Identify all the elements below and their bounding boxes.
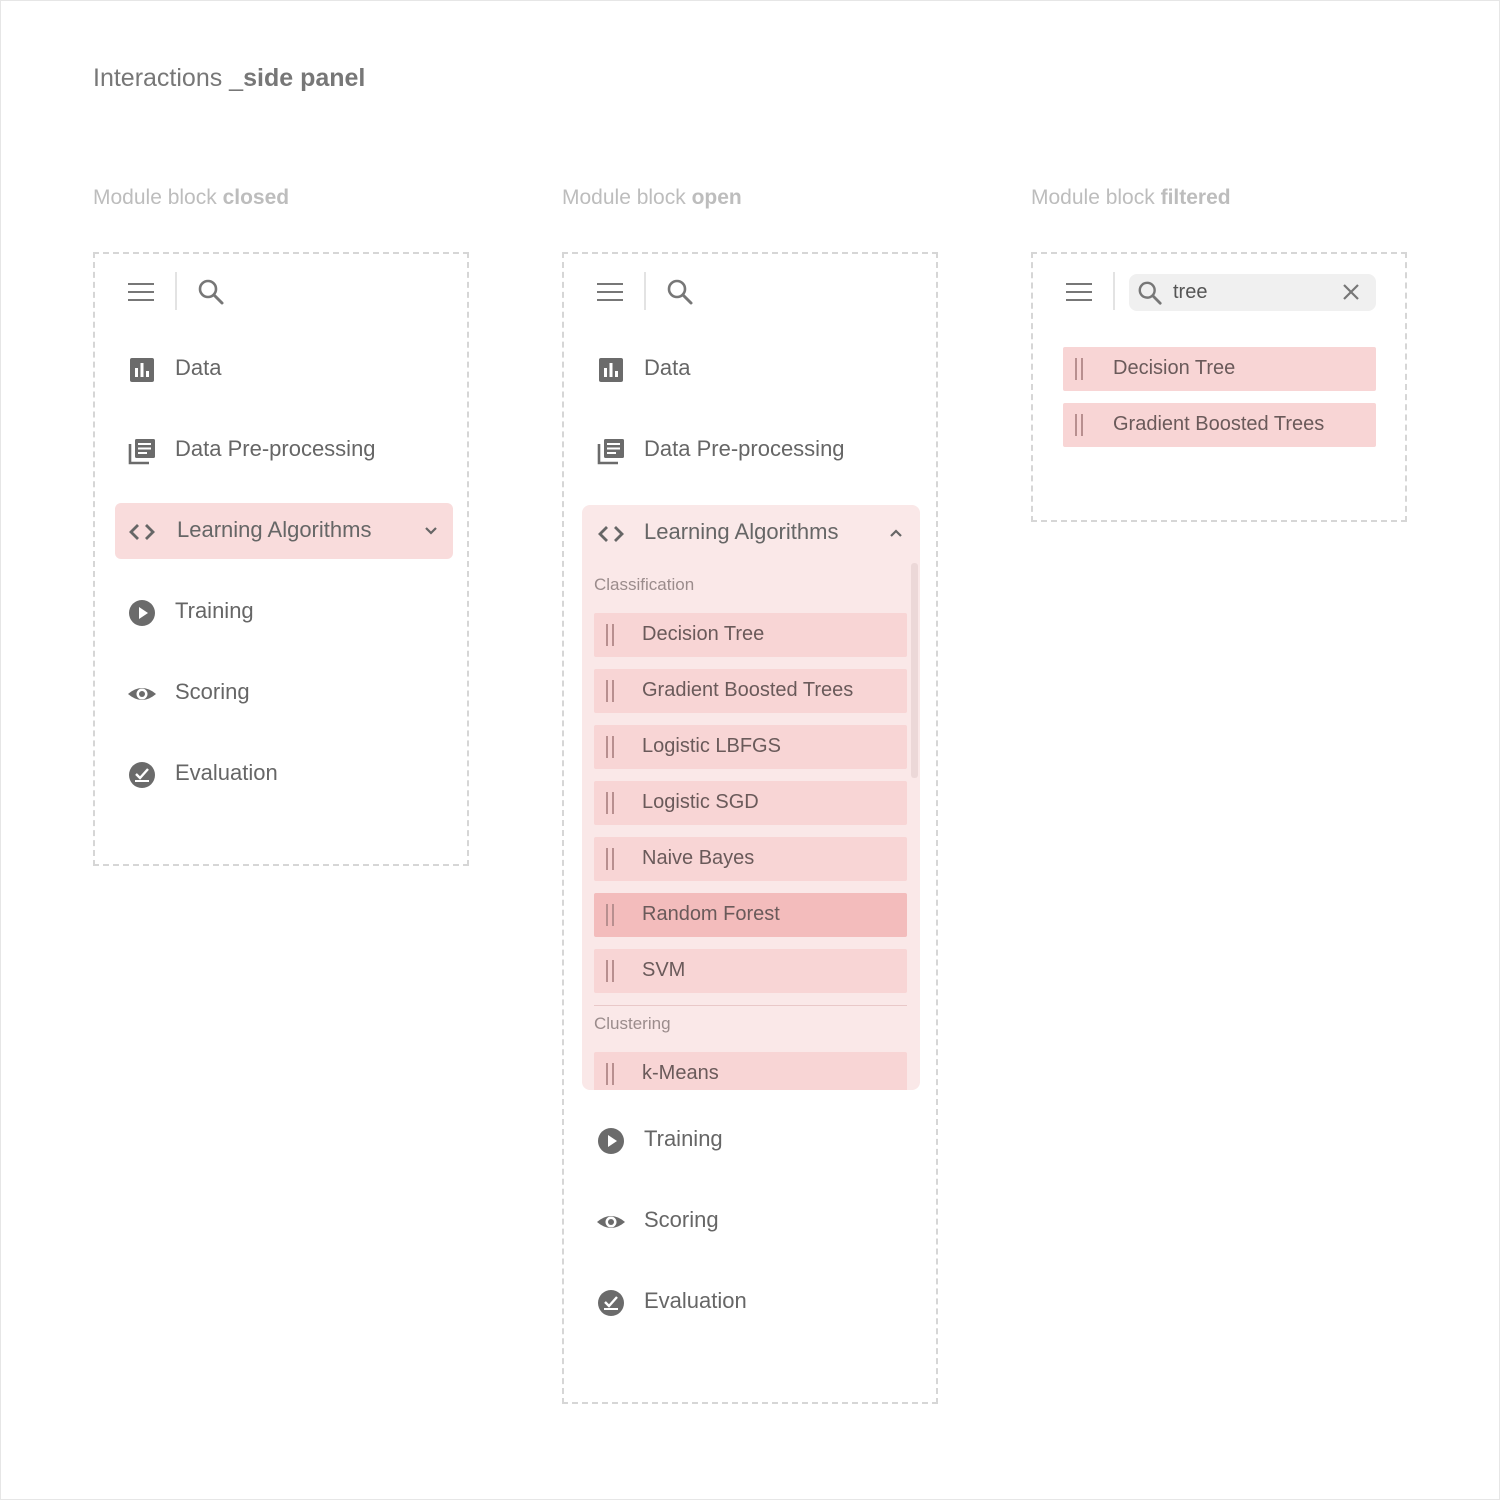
drag-handle-icon[interactable] [606, 848, 616, 870]
nav-item-label: Learning Algorithms [177, 517, 372, 542]
chevron-up-icon[interactable] [886, 523, 906, 543]
menu-icon[interactable] [597, 282, 623, 302]
drag-handle-icon[interactable] [606, 904, 616, 926]
nav-item-data-preprocessing[interactable] [584, 422, 922, 478]
group-label-clustering: Clustering [594, 1014, 671, 1033]
toolbar-divider [644, 272, 646, 310]
panel-toolbar [564, 254, 936, 332]
algorithm-label: k-Means [642, 1062, 719, 1084]
toolbar-divider [175, 272, 177, 310]
drag-handle-icon[interactable] [1075, 358, 1085, 380]
bar-chart-icon [127, 355, 157, 385]
learning-algorithms-accordion [582, 505, 920, 1090]
algorithm-item-k-means[interactable] [594, 1052, 907, 1090]
drag-handle-icon[interactable] [1075, 414, 1085, 436]
nav-item-learning-algorithms[interactable] [115, 503, 453, 559]
eye-icon [127, 679, 157, 709]
play-circle-icon [127, 598, 157, 628]
drag-handle-icon[interactable] [606, 736, 616, 758]
nav-item-training[interactable] [584, 1112, 922, 1168]
search-input[interactable] [1173, 278, 1323, 306]
drag-handle-icon[interactable] [606, 960, 616, 982]
column-title-open: Module block open [562, 186, 742, 209]
menu-icon[interactable] [128, 282, 154, 302]
code-icon [596, 519, 626, 549]
side-panel-closed [93, 252, 469, 866]
nav-item-label: Training [644, 1126, 723, 1151]
toolbar-divider [1113, 272, 1115, 310]
drag-handle-icon[interactable] [606, 1063, 616, 1085]
chevron-down-icon[interactable] [421, 521, 441, 541]
algorithm-item-svm[interactable] [594, 949, 907, 993]
nav-item-label: Data Pre-processing [644, 436, 845, 461]
algorithm-item-gradient-boosted-trees[interactable] [594, 669, 907, 713]
algorithm-item-naive-bayes[interactable] [594, 837, 907, 881]
accordion-scrollbar[interactable] [911, 563, 918, 778]
accordion-body [594, 565, 907, 1090]
nav-item-data[interactable] [115, 341, 453, 397]
algorithm-item-logistic-lbfgs[interactable] [594, 725, 907, 769]
filtered-result-gradient-boosted-trees[interactable] [1063, 403, 1376, 447]
algorithm-item-decision-tree[interactable] [594, 613, 907, 657]
library-books-icon [127, 436, 157, 466]
close-icon[interactable] [1342, 283, 1360, 301]
nav-item-label: Data Pre-processing [175, 436, 376, 461]
panel-toolbar [95, 254, 467, 332]
algorithm-item-random-forest[interactable] [594, 893, 907, 937]
filtered-result-decision-tree[interactable] [1063, 347, 1376, 391]
algorithm-label: Logistic SGD [642, 791, 759, 813]
algorithm-label: Logistic LBFGS [642, 735, 781, 757]
drag-handle-icon[interactable] [606, 792, 616, 814]
drag-handle-icon[interactable] [606, 680, 616, 702]
check-circle-icon [127, 760, 157, 790]
nav-item-evaluation[interactable] [115, 746, 453, 802]
filtered-result-label: Gradient Boosted Trees [1113, 413, 1325, 435]
bar-chart-icon [596, 355, 626, 385]
algorithm-label: Random Forest [642, 903, 780, 925]
accordion-header[interactable] [582, 505, 920, 561]
column-title-closed: Module block closed [93, 186, 290, 209]
side-panel-open [562, 252, 938, 1404]
library-books-icon [596, 436, 626, 466]
nav-item-data-preprocessing[interactable] [115, 422, 453, 478]
column-title-filtered: Module block filtered [1031, 186, 1231, 209]
search-icon [1137, 280, 1163, 306]
nav-item-label: Evaluation [175, 760, 278, 785]
side-panel-filtered [1031, 252, 1407, 522]
nav-item-label: Training [175, 598, 254, 623]
accordion-header-label: Learning Algorithms [644, 519, 839, 544]
search-field[interactable] [1129, 274, 1376, 311]
menu-icon[interactable] [1066, 282, 1092, 302]
algorithm-label: Decision Tree [642, 623, 765, 645]
nav-item-scoring[interactable] [584, 1193, 922, 1249]
nav-item-training[interactable] [115, 584, 453, 640]
nav-item-label: Data [644, 355, 691, 380]
nav-item-scoring[interactable] [115, 665, 453, 721]
play-circle-icon [596, 1126, 626, 1156]
group-label-classification: Classification [594, 575, 695, 594]
check-circle-icon [596, 1288, 626, 1318]
algorithm-label: Gradient Boosted Trees [642, 679, 854, 701]
nav-item-label: Data [175, 355, 222, 380]
nav-item-label: Evaluation [644, 1288, 747, 1313]
drag-handle-icon[interactable] [606, 624, 616, 646]
algorithm-label: SVM [642, 959, 686, 981]
panel-toolbar [1033, 254, 1405, 332]
filtered-result-label: Decision Tree [1113, 357, 1236, 379]
nav-item-evaluation[interactable] [584, 1274, 922, 1330]
algorithm-label: Naive Bayes [642, 847, 755, 869]
page-title: Interactions _side panel [93, 64, 366, 92]
code-icon [127, 517, 157, 547]
group-divider [594, 1005, 907, 1006]
algorithm-item-logistic-sgd[interactable] [594, 781, 907, 825]
search-icon[interactable] [666, 278, 694, 306]
nav-item-data[interactable] [584, 341, 922, 397]
eye-icon [596, 1207, 626, 1237]
nav-item-label: Scoring [644, 1207, 719, 1232]
nav-item-label: Scoring [175, 679, 250, 704]
search-icon[interactable] [197, 278, 225, 306]
